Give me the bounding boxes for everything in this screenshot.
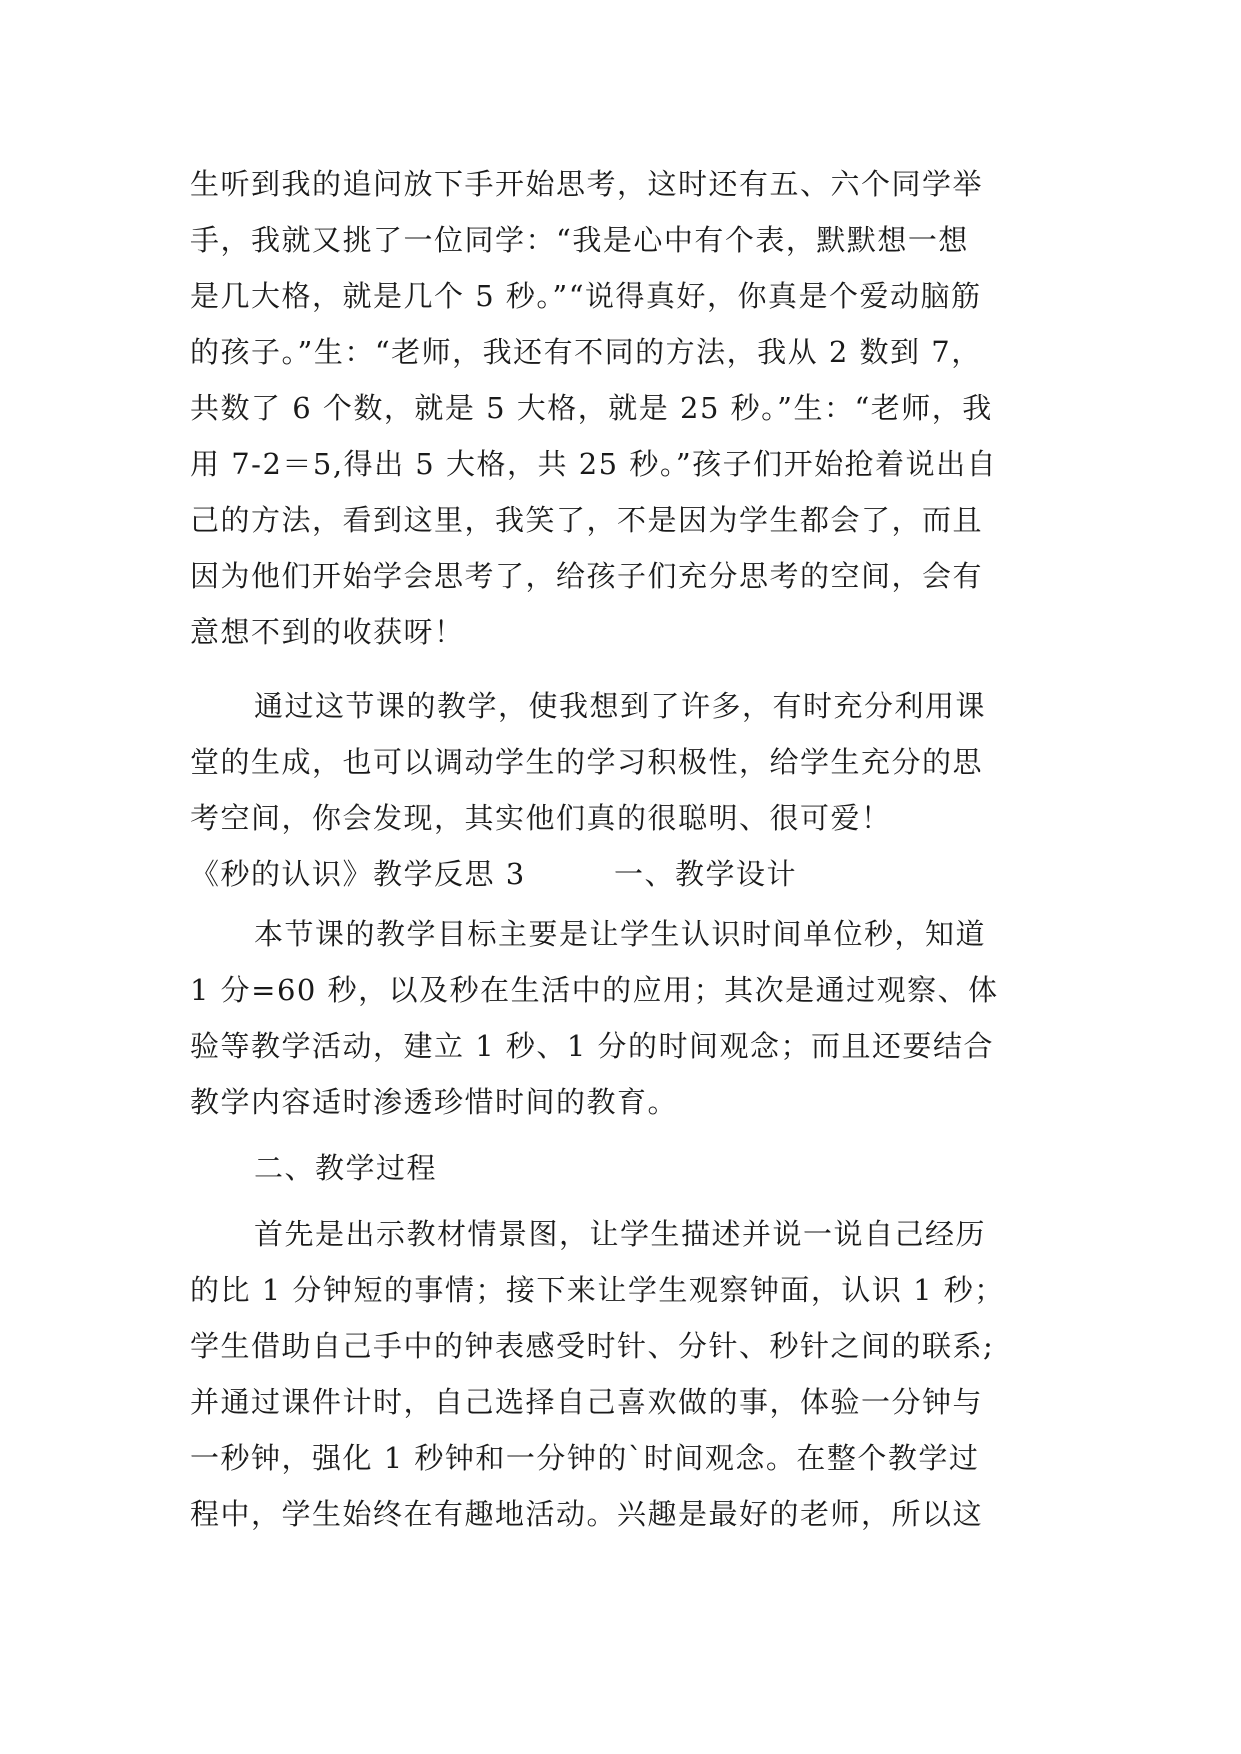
text-line: 1 分=60 秒，以及秒在生活中的应用；其次是通过观察、体 (190, 973, 999, 1007)
text-line: 堂的生成，也可以调动学生的学习积极性，给学生充分的思 (190, 745, 984, 779)
text-line: 生听到我的追问放下手开始思考，这时还有五、六个同学举 (190, 167, 984, 201)
text-line: 考空间，你会发现，其实他们真的很聪明、很可爱！ (190, 801, 892, 835)
paragraph-first-line: 本节课的教学目标主要是让学生认识时间单位秒，知道 (254, 917, 987, 951)
text-line: 程中，学生始终在有趣地活动。兴趣是最好的老师，所以这 (190, 1497, 984, 1531)
paragraph-first-line: 首先是出示教材情景图，让学生描述并说一说自己经历 (254, 1217, 987, 1251)
text-line: 意想不到的收获呀！ (190, 615, 465, 649)
text-line: 因为他们开始学会思考了，给孩子们充分思考的空间，会有 (190, 559, 984, 593)
text-line: 手，我就又挑了一位同学：“我是心中有个表，默默想一想 (190, 223, 969, 257)
section-title: 《秒的认识》教学反思 3 (190, 857, 526, 891)
text-line: 并通过课件计时，自己选择自己喜欢做的事，体验一分钟与 (190, 1385, 984, 1419)
text-line: 的比 1 分钟短的事情；接下来让学生观察钟面，认识 1 秒； (190, 1273, 1005, 1307)
text-line: 用 7-2＝5,得出 5 大格，共 25 秒。”孩子们开始抢着说出自 (190, 447, 998, 481)
section-subtitle: 一、教学设计 (614, 857, 798, 891)
text-line: 的孩子。”生：“老师，我还有不同的方法，我从 2 数到 7， (190, 335, 982, 369)
text-line: 教学内容适时渗透珍惜时间的教育。 (190, 1085, 679, 1119)
paragraph-first-line: 通过这节课的教学，使我想到了许多，有时充分利用课 (254, 689, 987, 723)
text-line: 己的方法，看到这里，我笑了，不是因为学生都会了，而且 (190, 503, 984, 537)
subheading: 二、教学过程 (254, 1151, 438, 1185)
text-line: 一秒钟，强化 1 秒钟和一分钟的`时间观念。在整个教学过 (190, 1441, 980, 1475)
text-line: 验等教学活动，建立 1 秒、1 分的时间观念；而且还要结合 (190, 1029, 995, 1063)
text-line: 是几大格，就是几个 5 秒。”“说得真好，你真是个爱动脑筋 (190, 279, 982, 313)
text-line: 共数了 6 个数，就是 5 大格，就是 25 秒。”生：“老师，我 (190, 391, 993, 425)
text-line: 学生借助自己手中的钟表感受时针、分针、秒针之间的联系; (190, 1329, 995, 1363)
